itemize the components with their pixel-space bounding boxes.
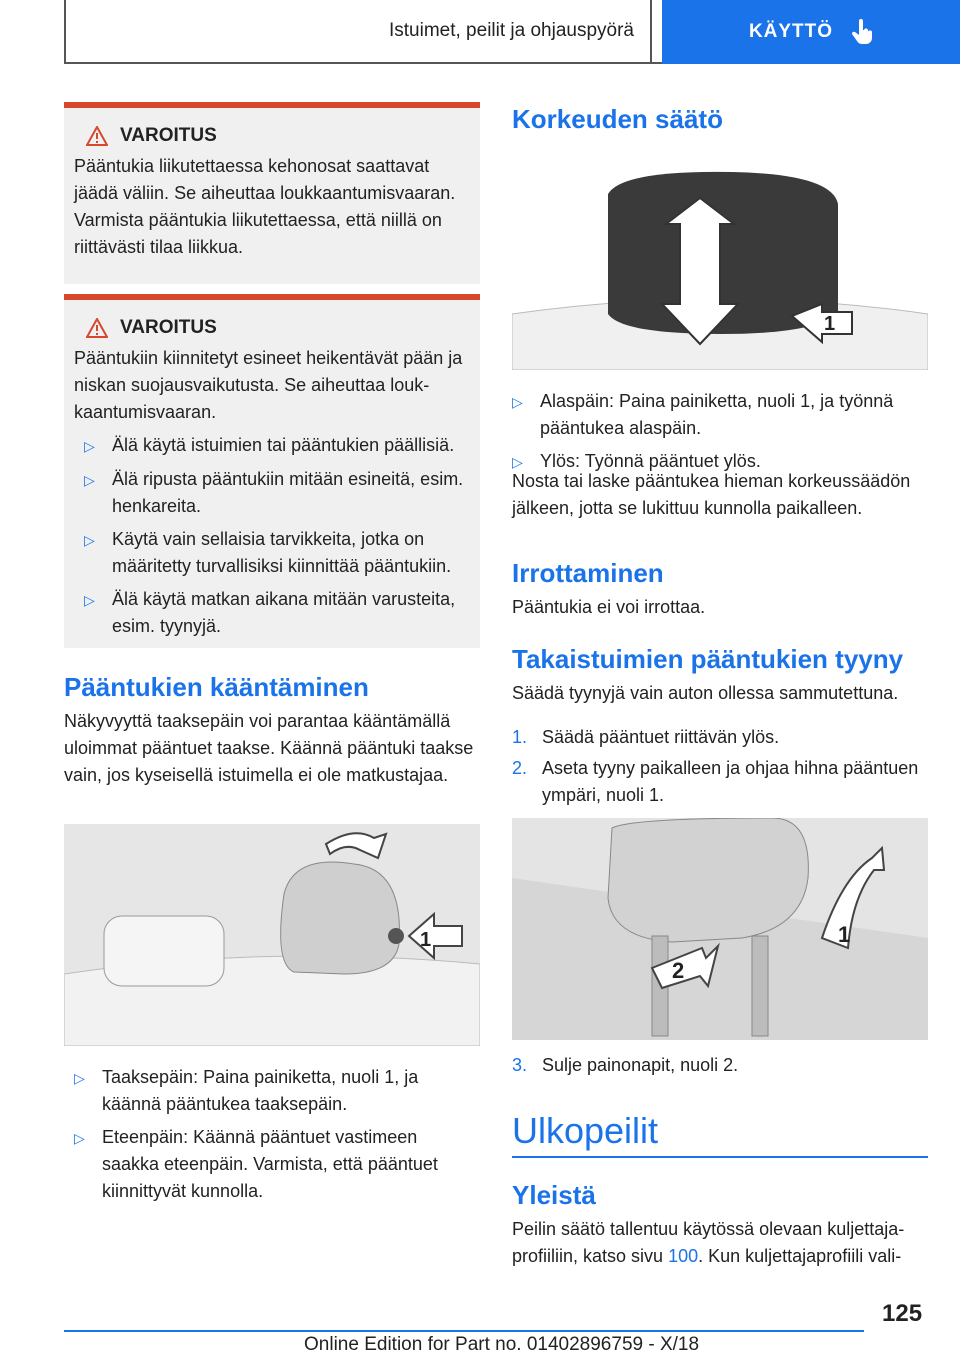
section-heading: Irrottaminen <box>512 558 664 588</box>
warning-title: VAROITUS <box>120 125 217 146</box>
heading-rule <box>512 1156 928 1158</box>
paragraph: Säädä tyynyjä vain auton ollessa sammutettuna. <box>512 683 899 703</box>
arrow-label: 1 <box>838 922 851 947</box>
list-item: ▷ Taaksepäin: Paina painiketta, nuoli 1, ja käännä pääntukea taaksepäin. <box>74 1064 474 1118</box>
paragraph: Peilin säätö tallentuu käytössä olevaan kuljettajaprofiiliin, katso sivu 100. Kun kuljettajaprofiili vali- <box>512 1219 905 1266</box>
warning-triangle-icon <box>86 126 108 146</box>
section-heading: Yleistä <box>512 1180 596 1210</box>
chapter-tab-label: KÄYTTÖ <box>748 21 834 42</box>
headrest-cushion-figure <box>512 818 928 1040</box>
paragraph: Nosta tai laske pääntukea hieman korkeussäädön jälkeen, jotta se lukittuu kunnolla paikalleen. <box>512 471 911 518</box>
page-link[interactable]: 100 <box>668 1246 699 1266</box>
list-item: ▷ Älä käytä istuimien tai pääntukien päällisiä. <box>84 432 470 460</box>
warning-box-2 <box>64 294 480 648</box>
section-title: Istuimet, peilit ja ohjauspyörä <box>66 0 652 62</box>
list-item: ▷ Käytä vain sellaisia tarvikkeita, jotka on määritetty turvallisiksi kiinnittää pääntukiin. <box>84 526 470 580</box>
list-item: ▷ Ylös: Työnnä pääntuet ylös. <box>512 448 928 476</box>
headrest-height-figure <box>512 164 928 370</box>
triangle-bullet-icon: ▷ <box>512 454 523 470</box>
footer-edition: Online Edition for Part no. 01402896759 - X/18 <box>304 1334 700 1355</box>
warning-triangle-icon <box>86 318 108 338</box>
list-item: ▷ Älä ripusta pääntukiin mitään esineitä, esim. henkareita. <box>84 466 470 520</box>
list-item: ▷ Eteenpäin: Käännä pääntuet vastimeen saakka eteenpäin. Varmista, että pääntuet kiinnittyvät kunnolla. <box>74 1124 474 1205</box>
list-item: 2. Aseta tyyny paikalleen ja ohjaa hihna pääntuen ympäri, nuoli 1. <box>512 758 919 805</box>
footer-rule <box>64 1330 864 1332</box>
arrow-label: 2 <box>672 958 685 983</box>
list-item: 3. Sulje painonapit, nuoli 2. <box>512 1055 739 1075</box>
numbered-list <box>512 720 928 809</box>
section-heading: Korkeuden säätö <box>512 104 723 134</box>
bullet-list <box>512 382 928 476</box>
chapter-heading: Ulkopeilit <box>512 1110 659 1151</box>
triangle-bullet-icon: ▷ <box>74 1130 85 1146</box>
arrow-label: 1 <box>420 929 432 951</box>
triangle-bullet-icon: ▷ <box>84 472 95 488</box>
warning-text: Pääntukia liikutettaessa kehonosat saattavat jäädä väliin. Se aiheuttaa loukkaantumisvaaran. Varmista pääntukia liikutettaessa, että niillä on riittävästi tilaa liikkua. <box>74 156 456 257</box>
list-item: ▷ Alaspäin: Paina painiketta, nuoli 1, ja työnnä pääntukea alaspäin. <box>512 388 928 442</box>
arrow-label: 1 <box>824 313 836 335</box>
warning-text: Pääntukiin kiinnitetyt esineet heikentävät pään ja niskan suojausvaikutusta. Se aiheuttaa loukkaantumisvaaran. <box>74 348 463 422</box>
section-heading: Pääntukien kääntäminen <box>64 672 369 702</box>
warning-box-1 <box>64 102 480 284</box>
list-item: 1. Säädä pääntuet riittävän ylös. <box>512 727 780 747</box>
chapter-tab[interactable] <box>662 0 960 64</box>
triangle-bullet-icon: ▷ <box>84 532 95 548</box>
section-heading: Takaistuimien pääntukien tyyny <box>512 644 904 674</box>
list-item: ▷ Älä käytä matkan aikana mitään varusteita, esim. tyynyjä. <box>84 586 470 640</box>
hand-pointer-icon <box>851 19 873 45</box>
triangle-bullet-icon: ▷ <box>84 592 95 608</box>
page-number: 125 <box>882 1300 923 1327</box>
warning-title: VAROITUS <box>120 317 217 338</box>
paragraph: Näkyvyyttä taaksepäin voi parantaa kääntämällä uloimmat pääntuet taakse. Käännä pääntuki taakse vain, jos kyseisellä istuimella ei ole matkustajaa. <box>64 711 474 785</box>
bullet-list <box>74 1058 474 1205</box>
triangle-bullet-icon: ▷ <box>512 394 523 410</box>
paragraph: Pääntukia ei voi irrottaa. <box>512 597 706 617</box>
headrest-tilt-figure <box>64 824 480 1046</box>
triangle-bullet-icon: ▷ <box>74 1070 85 1086</box>
triangle-bullet-icon: ▷ <box>84 438 95 454</box>
